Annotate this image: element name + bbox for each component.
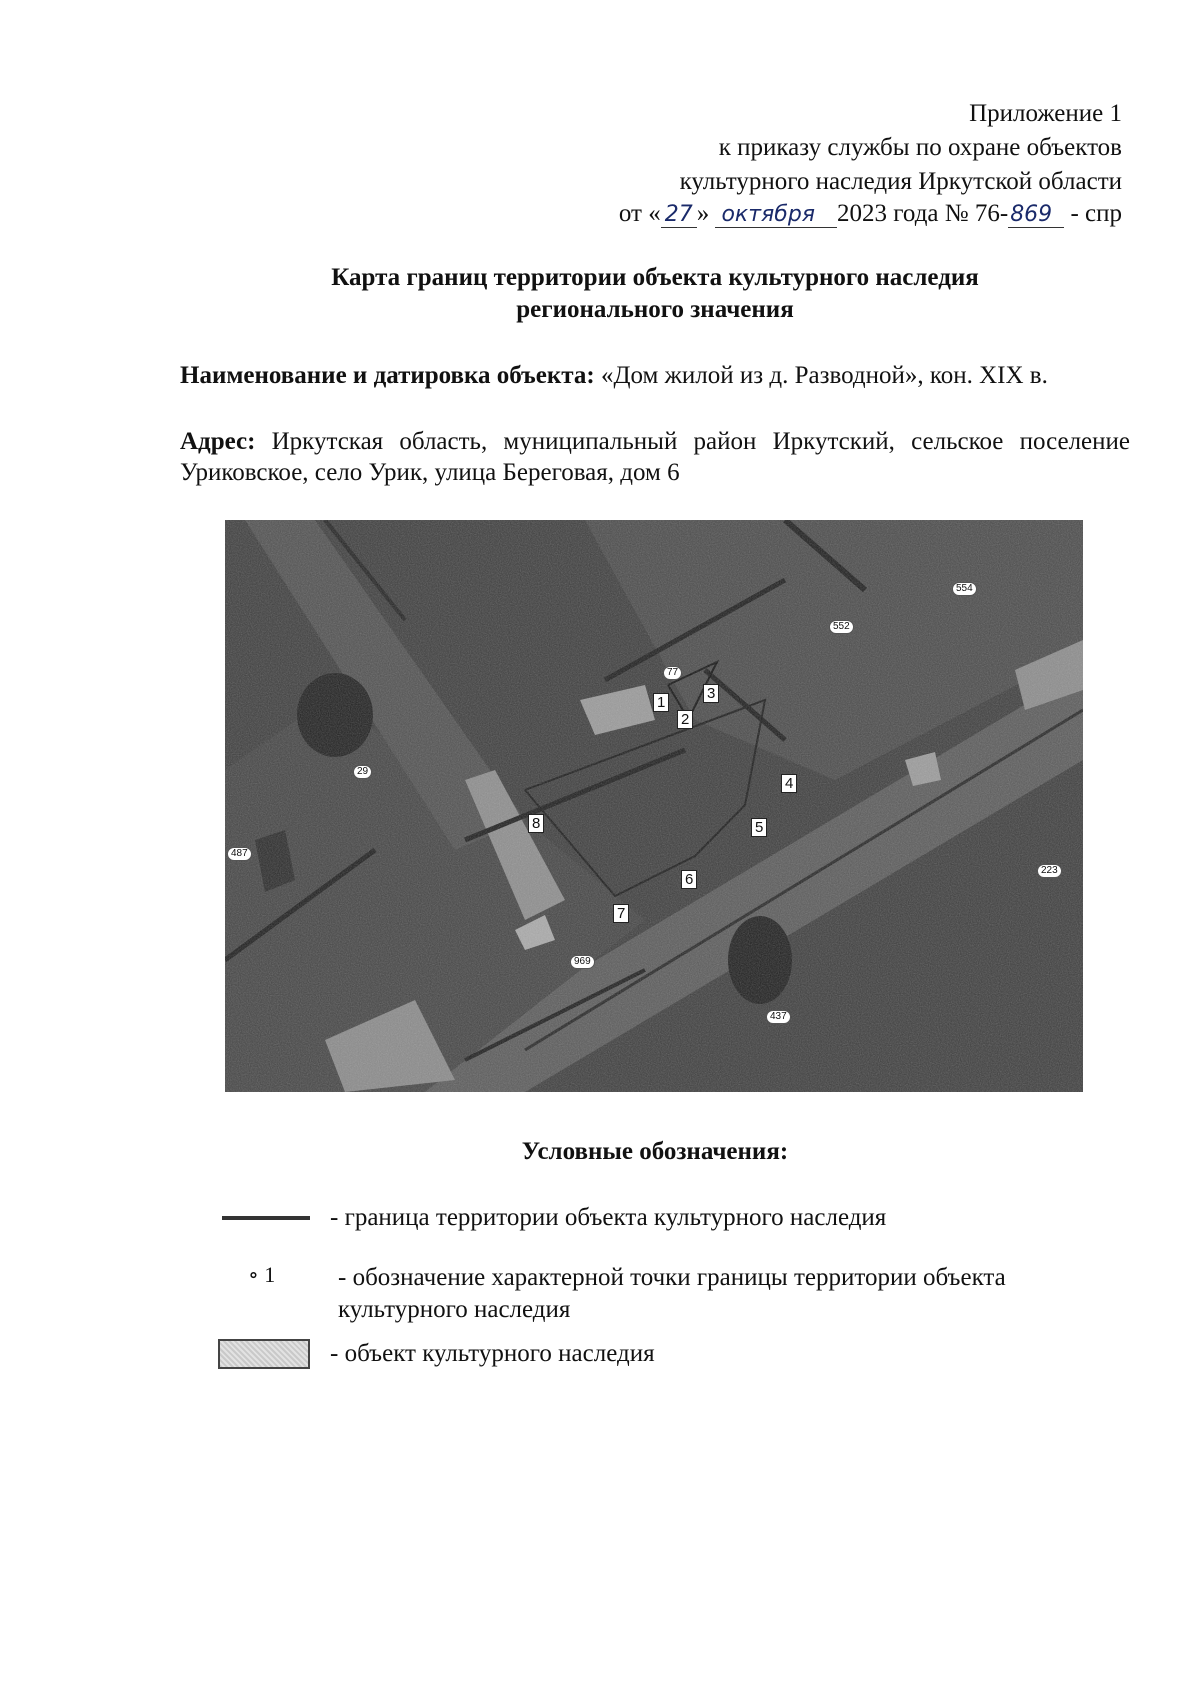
house-number-tag: 552 (829, 620, 854, 634)
address-label: Адрес: (180, 428, 256, 455)
handwritten-month: октября (715, 203, 837, 228)
legend-title: Условные обозначения: (521, 1138, 789, 1165)
boundary-point-2: 2 (677, 710, 693, 729)
boundary-point-6: 6 (681, 870, 697, 889)
document-title-line2: регионального значения (516, 296, 794, 323)
date-prefix: от « (618, 200, 661, 227)
satellite-image (225, 520, 1083, 1092)
boundary-point-3: 3 (703, 684, 719, 703)
house-number-tag: 554 (952, 582, 977, 596)
appendix-label: Приложение 1 (969, 100, 1122, 127)
house-number-tag: 487 (227, 847, 252, 861)
legend-point-text-line1: - обозначение характерной точки границы территории объекта (338, 1264, 1006, 1291)
boundary-line-symbol (222, 1216, 310, 1220)
date-mid: » (696, 200, 716, 227)
address-paragraph (180, 426, 1130, 488)
legend-point-text-line2: культурного наследия (338, 1296, 571, 1323)
order-reference-line: к приказу службы по охране объектов (718, 134, 1122, 161)
year-text: 2023 года № 76- (837, 200, 1009, 227)
object-name-label: Наименование и датировка объекта: (180, 362, 595, 389)
handwritten-number: 869 (1008, 203, 1064, 228)
legend-object-text: - объект культурного наследия (330, 1340, 655, 1367)
house-number-tag: 223 (1037, 864, 1062, 878)
handwritten-day: 27 (661, 203, 697, 228)
house-number-tag: 969 (570, 955, 595, 969)
boundary-point-7: 7 (613, 904, 629, 923)
object-name-value: «Дом жилой из д. Разводной», кон. XIX в. (594, 362, 1048, 389)
object-name-paragraph (180, 360, 1130, 391)
boundary-map (225, 520, 1083, 1092)
order-suffix: - спр (1064, 200, 1122, 227)
boundary-point-1: 1 (653, 693, 669, 712)
address-value: Иркутская область, муниципальный район Иркутский, сельское поселение Уриковское, село Урик, улица Береговая, дом 6 (180, 428, 1130, 486)
service-name-line: культурного наследия Иркутской области (679, 168, 1122, 195)
house-number-tag: 77 (663, 666, 682, 680)
boundary-point-5: 5 (751, 818, 767, 837)
house-number-tag: 29 (353, 765, 372, 779)
document-title-line1: Карта границ территории объекта культурного наследия (331, 264, 979, 291)
boundary-point-8: 8 (528, 814, 544, 833)
heritage-object-symbol (218, 1339, 310, 1369)
order-date-line (619, 198, 1122, 230)
house-number-tag: 437 (766, 1010, 791, 1024)
boundary-point-symbol: ∘ 1 (248, 1262, 276, 1287)
boundary-point-4: 4 (781, 774, 797, 793)
legend-boundary-text: - граница территории объекта культурного наследия (330, 1204, 887, 1231)
